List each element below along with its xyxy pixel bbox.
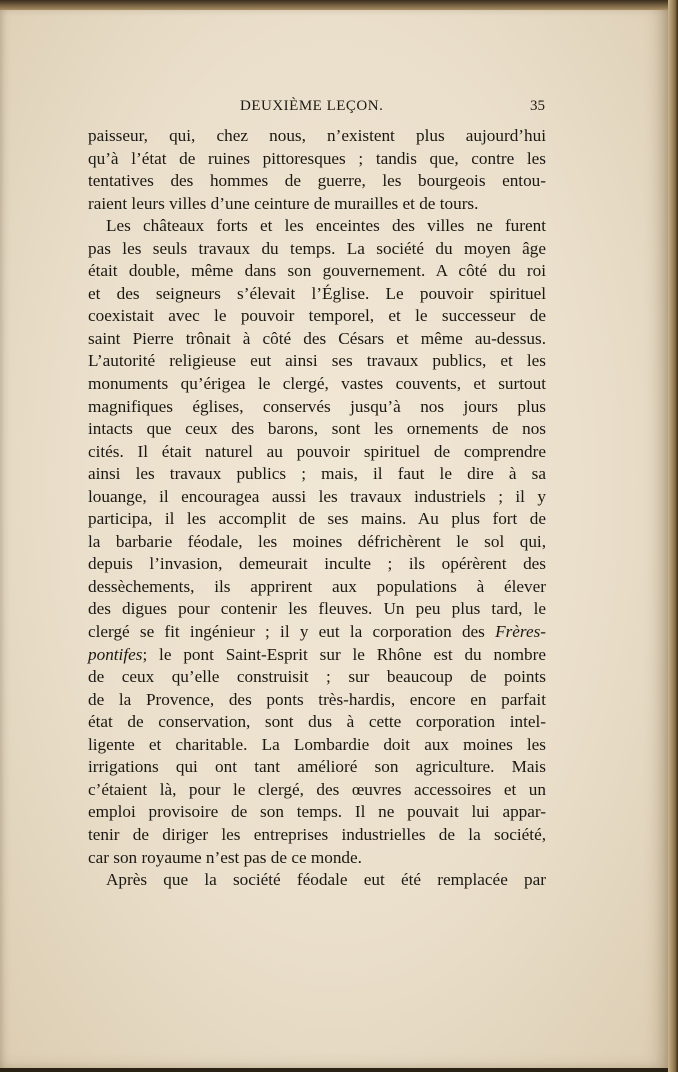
- text-line: magnifiques églises, conservés jusqu’à nos jours plus: [88, 396, 546, 416]
- text-line: monuments qu’érigea le clergé, vastes couvents, et surtout: [88, 374, 546, 394]
- text-line: [88, 644, 546, 667]
- italic-text: Frères-: [495, 622, 547, 642]
- text-line: raient leurs villes d’une ceinture de murailles et de tours.: [88, 193, 479, 213]
- text-line: car son royaume n’est pas de ce monde.: [88, 847, 362, 867]
- text-line: de ceux qu’elle construisit ; sur beaucoup de points: [88, 667, 546, 687]
- italic-text: pontifes: [88, 644, 143, 664]
- text-line: coexistait avec le pouvoir temporel, et le successeur de: [88, 306, 546, 326]
- page-header: [90, 98, 545, 122]
- text-line: de la Provence, des ponts très-hardis, encore en parfait: [88, 689, 546, 709]
- text-line: des digues pour contenir les fleuves. Un peu plus tard, le: [88, 599, 546, 619]
- text-line: saint Pierre trônait à côté des Césars et même au-dessus.: [88, 328, 546, 348]
- body-text: [88, 125, 546, 892]
- page-top-shadow: [0, 0, 668, 10]
- text-line: qu’à l’état de ruines pittoresques ; tandis que, contre les: [88, 148, 546, 168]
- text-line: [88, 621, 546, 644]
- text-line: depuis l’invasion, demeurait inculte ; ils opérèrent des: [88, 554, 546, 574]
- text-line: L’autorité religieuse eut ainsi ses travaux publics, et les: [88, 351, 546, 371]
- text-line: état de conservation, sont dus à cette corporation intel-: [88, 712, 546, 732]
- text-line: la barbarie féodale, les moines défrichèrent le sol qui,: [88, 531, 546, 551]
- text-line: intacts que ceux des barons, sont les ornements de nos: [88, 419, 546, 439]
- text-line: et des seigneurs s’élevait l’Église. Le pouvoir spirituel: [88, 283, 546, 303]
- page-edge: [668, 0, 678, 1072]
- text-segment: clergé se fit ingénieur ; il y eut la corporation des: [88, 622, 485, 642]
- text-line: irrigations qui ont tant amélioré son agriculture. Mais: [88, 757, 546, 777]
- text-line: était double, même dans son gouvernement. A côté du roi: [88, 261, 546, 281]
- page-number: 35: [530, 98, 545, 114]
- text-line: ainsi les travaux publics ; mais, il faut le dire à sa: [88, 464, 546, 484]
- text-line: participa, il les accomplit de ses mains. Au plus fort de: [88, 509, 546, 529]
- text-line: cités. Il était naturel au pouvoir spirituel de comprendre: [88, 441, 546, 461]
- text-line: pas les seuls travaux du temps. La société du moyen âge: [88, 238, 546, 258]
- text-line: Après que la société féodale eut été remplacée par: [106, 870, 546, 890]
- text-line: paisseur, qui, chez nous, n’existent plus aujourd’hui: [88, 126, 546, 145]
- text-line: Les châteaux forts et les enceintes des villes ne furent: [106, 216, 546, 236]
- running-head: DEUXIÈME LEÇON.: [240, 98, 384, 114]
- text-line: louange, il encouragea aussi les travaux industriels ; il y: [88, 486, 546, 506]
- text-line: c’étaient là, pour le clergé, des œuvres accessoires et un: [88, 779, 546, 799]
- text-line: emploi provisoire de son temps. Il ne pouvait lui appar-: [88, 802, 546, 822]
- text-line: tenir de diriger les entreprises industrielles de la société,: [88, 824, 546, 844]
- text-line: ligente et charitable. La Lombardie doit aux moines les: [88, 734, 546, 754]
- text-line: tentatives des hommes de guerre, les bourgeois entou-: [88, 171, 546, 191]
- text-line: dessèchements, ils apprirent aux populations à élever: [88, 576, 546, 596]
- text-segment: ; le pont Saint-Esprit sur le Rhône est du nombre: [142, 644, 546, 664]
